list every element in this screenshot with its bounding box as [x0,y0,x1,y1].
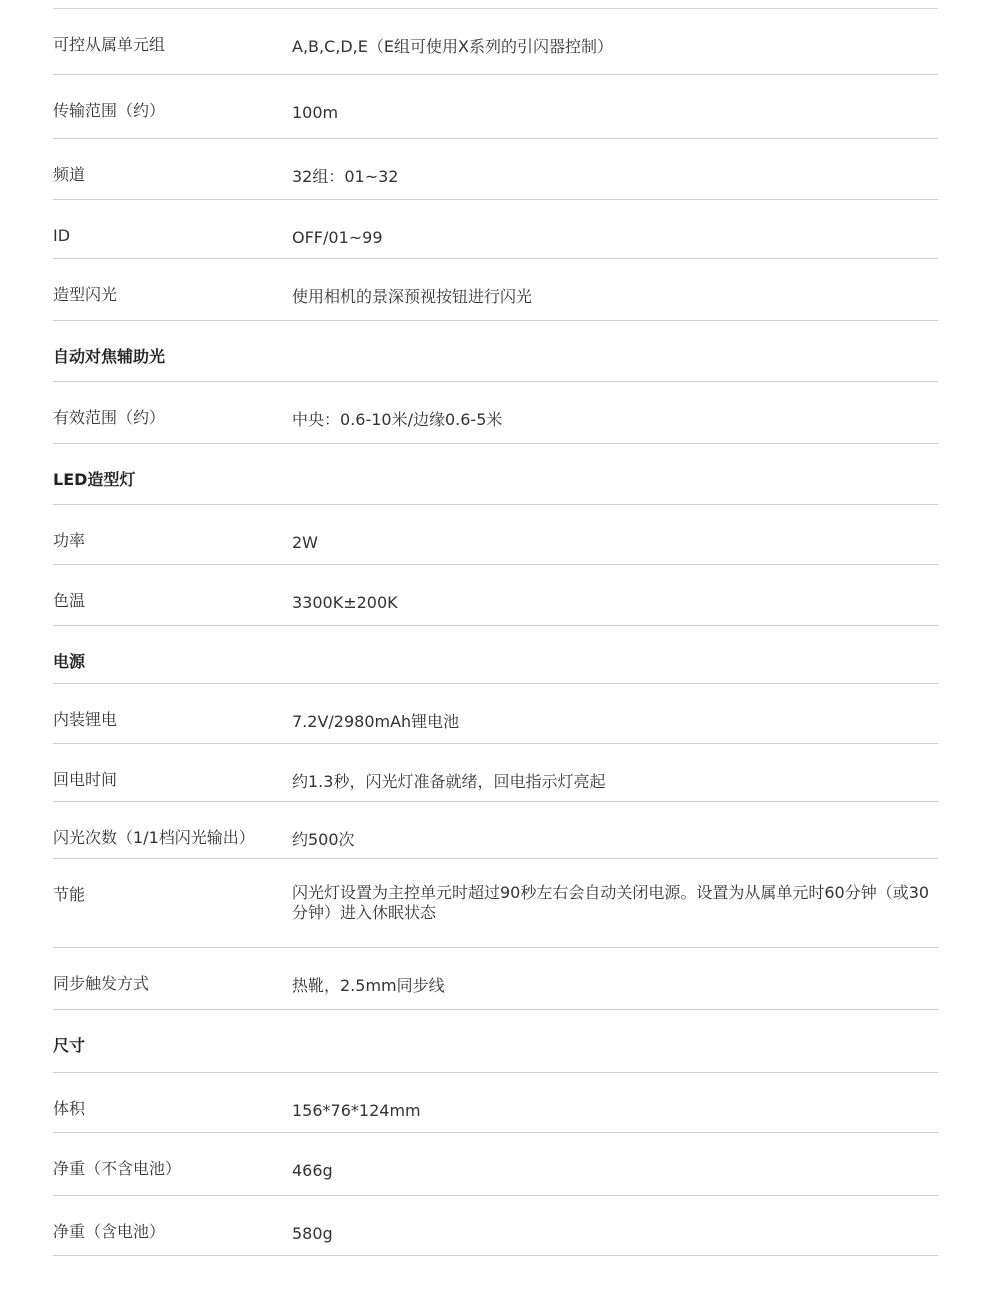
spec-value: 闪光灯设置为主控单元时超过90秒左右会自动关闭电源。设置为从属单元时60分钟（或30分钟）进入休眠状态 [292,883,930,922]
spec-row-range [53,75,938,139]
spec-row-power-saving [53,859,938,948]
spec-row-channel [53,139,938,200]
section-heading-led [53,444,938,505]
spec-label: 有效范围（约） [53,408,166,427]
section-heading-power-source [53,626,938,684]
spec-label: 净重（含电池） [53,1222,166,1241]
spec-label: ID [53,226,71,245]
spec-value: 约500次 [292,830,355,849]
section-title: LED造型灯 [53,470,136,489]
spec-value: 中央：0.6-10米/边缘0.6-5米 [292,410,503,429]
spec-label: 闪光次数（1/1档闪光输出） [53,828,255,847]
spec-value: 7.2V/2980mAh锂电池 [292,712,460,731]
spec-row-effective-range [53,382,938,444]
spec-label: 内装锂电 [53,710,118,729]
spec-row-modeling-flash [53,259,938,321]
spec-value: 32组：01~32 [292,167,399,186]
spec-value: 580g [292,1224,333,1243]
spec-value: OFF/01~99 [292,228,383,247]
spec-value: 2W [292,533,318,552]
spec-label: 净重（不含电池） [53,1159,182,1178]
spec-label: 同步触发方式 [53,974,150,993]
spec-value: 156*76*124mm [292,1101,421,1120]
spec-value: 热靴，2.5mm同步线 [292,976,445,995]
spec-label: 可控从属单元组 [53,35,166,54]
spec-value: A,B,C,D,E（E组可使用X系列的引闪器控制） [292,37,613,56]
spec-label: 回电时间 [53,770,118,789]
spec-row-battery [53,684,938,744]
spec-row-flash-count [53,802,938,859]
spec-row-slave-groups [53,9,938,75]
spec-value: 3300K±200K [292,593,398,612]
spec-row-power [53,505,938,565]
spec-value: 100m [292,103,339,122]
spec-label: 体积 [53,1099,86,1118]
spec-row-weight-with-battery [53,1196,938,1256]
section-heading-dimensions [53,1010,938,1073]
section-title: 电源 [53,652,86,671]
spec-row-recycle-time [53,744,938,802]
spec-table [53,8,938,1256]
spec-value: 约1.3秒，闪光灯准备就绪，回电指示灯亮起 [292,772,606,791]
spec-value: 466g [292,1161,333,1180]
spec-row-color-temp [53,565,938,626]
spec-row-weight-no-battery [53,1133,938,1196]
spec-label: 色温 [53,591,86,610]
section-title: 尺寸 [53,1036,86,1055]
spec-value: 使用相机的景深预视按钮进行闪光 [292,287,533,306]
spec-label: 传输范围（约） [53,101,166,120]
section-title: 自动对焦辅助光 [53,347,166,366]
spec-row-sync-mode [53,948,938,1010]
spec-label: 功率 [53,531,86,550]
spec-label: 造型闪光 [53,285,118,304]
spec-row-volume [53,1073,938,1133]
section-heading-af-assist [53,321,938,382]
spec-row-id [53,200,938,259]
spec-label: 频道 [53,165,86,184]
spec-label: 节能 [53,885,86,904]
